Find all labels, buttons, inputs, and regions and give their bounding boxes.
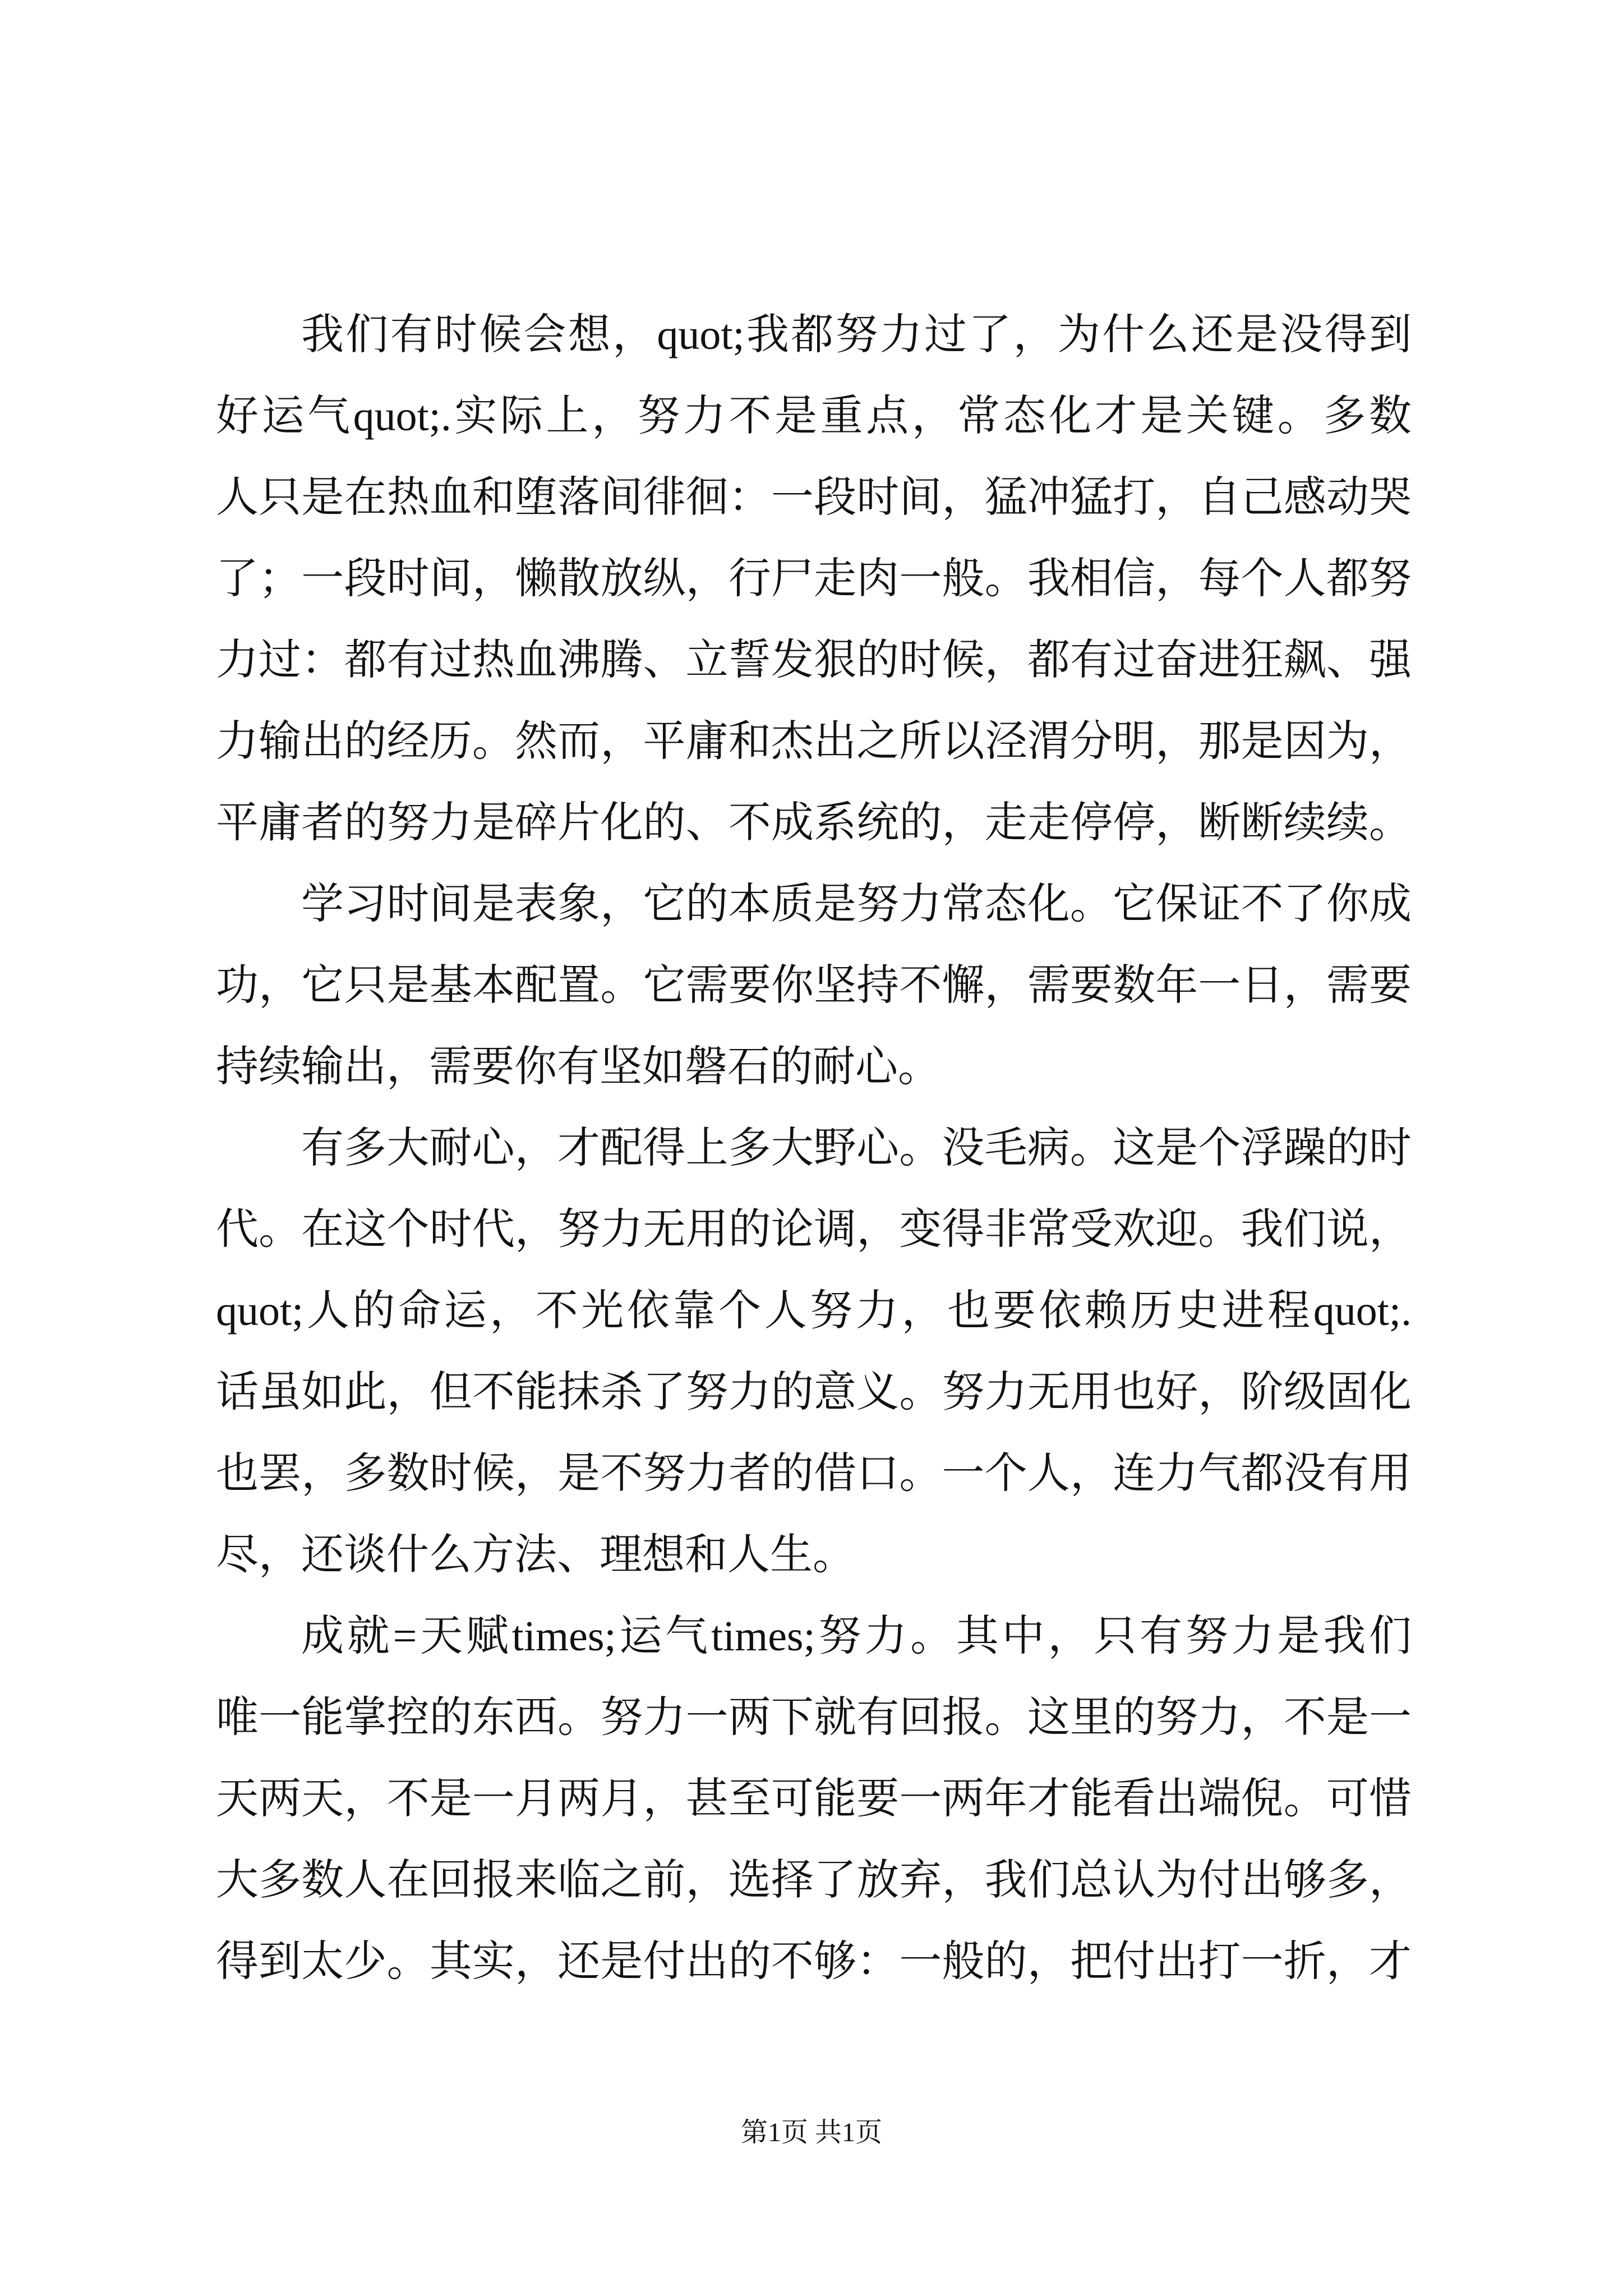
paragraph-2 [216, 864, 1412, 1108]
text-line: 也罢，多数时候，是不努力者的借口。一个人，连力气都没有用 [216, 1450, 1412, 1497]
text-line: 得到太少。其实，还是付出的不够：一般的，把付出打一折，才 [216, 1938, 1412, 1985]
text-line: 大多数人在回报来临之前，选择了放弃，我们总认为付出够多， [216, 1857, 1412, 1904]
text-line: 尽，还谈什么方法、理想和人生。 [216, 1531, 855, 1579]
text-line: 人只是在热血和堕落间徘徊：一段时间，猛冲猛打，自己感动哭 [216, 474, 1412, 521]
document-body [216, 295, 1412, 2003]
text-line: 成就=天赋times;运气times;努力。其中，只有努力是我们 [301, 1613, 1412, 1660]
text-line: 代。在这个时代，努力无用的论调，变得非常受欢迎。我们说， [216, 1206, 1412, 1253]
text-line: 力过：都有过热血沸腾、立誓发狠的时候，都有过奋进狂飙、强 [216, 637, 1412, 684]
text-line: 功，它只是基本配置。它需要你坚持不懈，需要数年一日，需要 [216, 962, 1412, 1009]
text-line: 力输出的经历。然而，平庸和杰出之所以泾渭分明，那是因为， [216, 718, 1412, 765]
paragraph-1 [216, 295, 1412, 864]
text-line: quot;人的命运，不光依靠个人努力，也要依赖历史进程quot;. [216, 1287, 1412, 1335]
paragraph-3 [216, 1108, 1412, 1596]
text-line: 唯一能掌控的东西。努力一两下就有回报。这里的努力，不是一 [216, 1694, 1412, 1741]
text-line: 有多大耐心，才配得上多大野心。没毛病。这是个浮躁的时 [301, 1125, 1412, 1172]
paragraph-4 [216, 1596, 1412, 2003]
text-line: 学习时间是表象，它的本质是努力常态化。它保证不了你成 [301, 881, 1412, 928]
text-line: 我们有时候会想，quot;我都努力过了，为什么还是没得到 [301, 311, 1412, 358]
text-line: 好运气quot;.实际上，努力不是重点，常态化才是关键。多数 [216, 393, 1412, 440]
text-line: 平庸者的努力是碎片化的、不成系统的，走走停停，断断续续。 [216, 799, 1412, 846]
page-number-footer: 第1页 共1页 [740, 2118, 882, 2147]
text-line: 天两天，不是一月两月，甚至可能要一两年才能看出端倪。可惜 [216, 1775, 1412, 1823]
text-line: 了；一段时间，懒散放纵，行尸走肉一般。我相信，每个人都努 [216, 555, 1412, 602]
text-line: 话虽如此，但不能抹杀了努力的意义。努力无用也好，阶级固化 [216, 1369, 1412, 1416]
text-line: 持续输出，需要你有坚如磐石的耐心。 [216, 1043, 940, 1091]
